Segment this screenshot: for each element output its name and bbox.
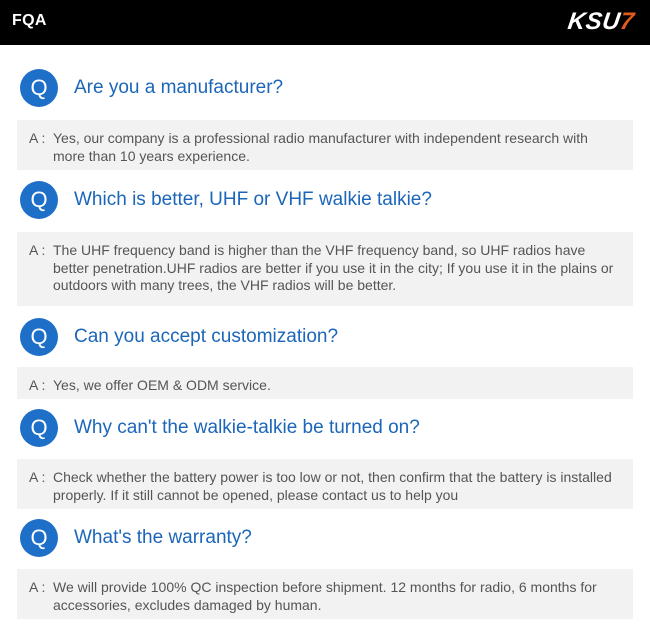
answer-text: The UHF frequency band is higher than the VHF frequency band, so UHF radios have better penetration.UHF radios are better if you use it in the city; If you use it in the plains or outdoors with many trees, the VHF radios will be better. [53,242,614,293]
brand-logo [566,8,636,36]
faq-answer-4 [17,459,633,509]
question-text: Why can't the walkie-talkie be turned on? [74,417,420,438]
answer-prefix: A : [29,130,46,146]
question-text: Are you a manufacturer? [74,77,284,98]
faq-answer-5 [17,569,633,619]
q-badge-icon: Q [20,69,58,107]
faq-answer-1 [17,120,633,170]
faq-answer-3 [17,367,633,399]
answer-prefix: A : [29,469,46,485]
question-text: What's the warranty? [74,527,252,548]
logo-text: KSU [566,8,623,35]
q-badge-icon: Q [20,318,58,356]
question-text: Can you accept customization? [74,326,339,347]
answer-prefix: A : [29,579,46,595]
answer-prefix: A : [29,377,46,393]
q-badge-icon: Q [20,519,58,557]
faq-answer-2 [17,232,633,306]
answer-text: Check whether the battery power is too low or not, then confirm that the battery is installed properly. If it still cannot be opened, please contact us to help you [53,469,612,503]
answer-prefix: A : [29,242,46,258]
question-text: Which is better, UHF or VHF walkie talkie? [74,189,432,210]
answer-text: Yes, our company is a professional radio manufacturer with independent research with more than 10 years experience. [53,130,588,164]
logo-accent: 7 [618,8,636,35]
answer-text: Yes, we offer OEM & ODM service. [53,377,271,393]
q-badge-icon: Q [20,181,58,219]
top-bar [0,0,650,45]
page-title: FQA [12,12,47,29]
answer-text: We will provide 100% QC inspection before shipment. 12 months for radio, 6 months for accessories, excludes damaged by human. [53,579,597,613]
q-badge-icon: Q [20,409,58,447]
